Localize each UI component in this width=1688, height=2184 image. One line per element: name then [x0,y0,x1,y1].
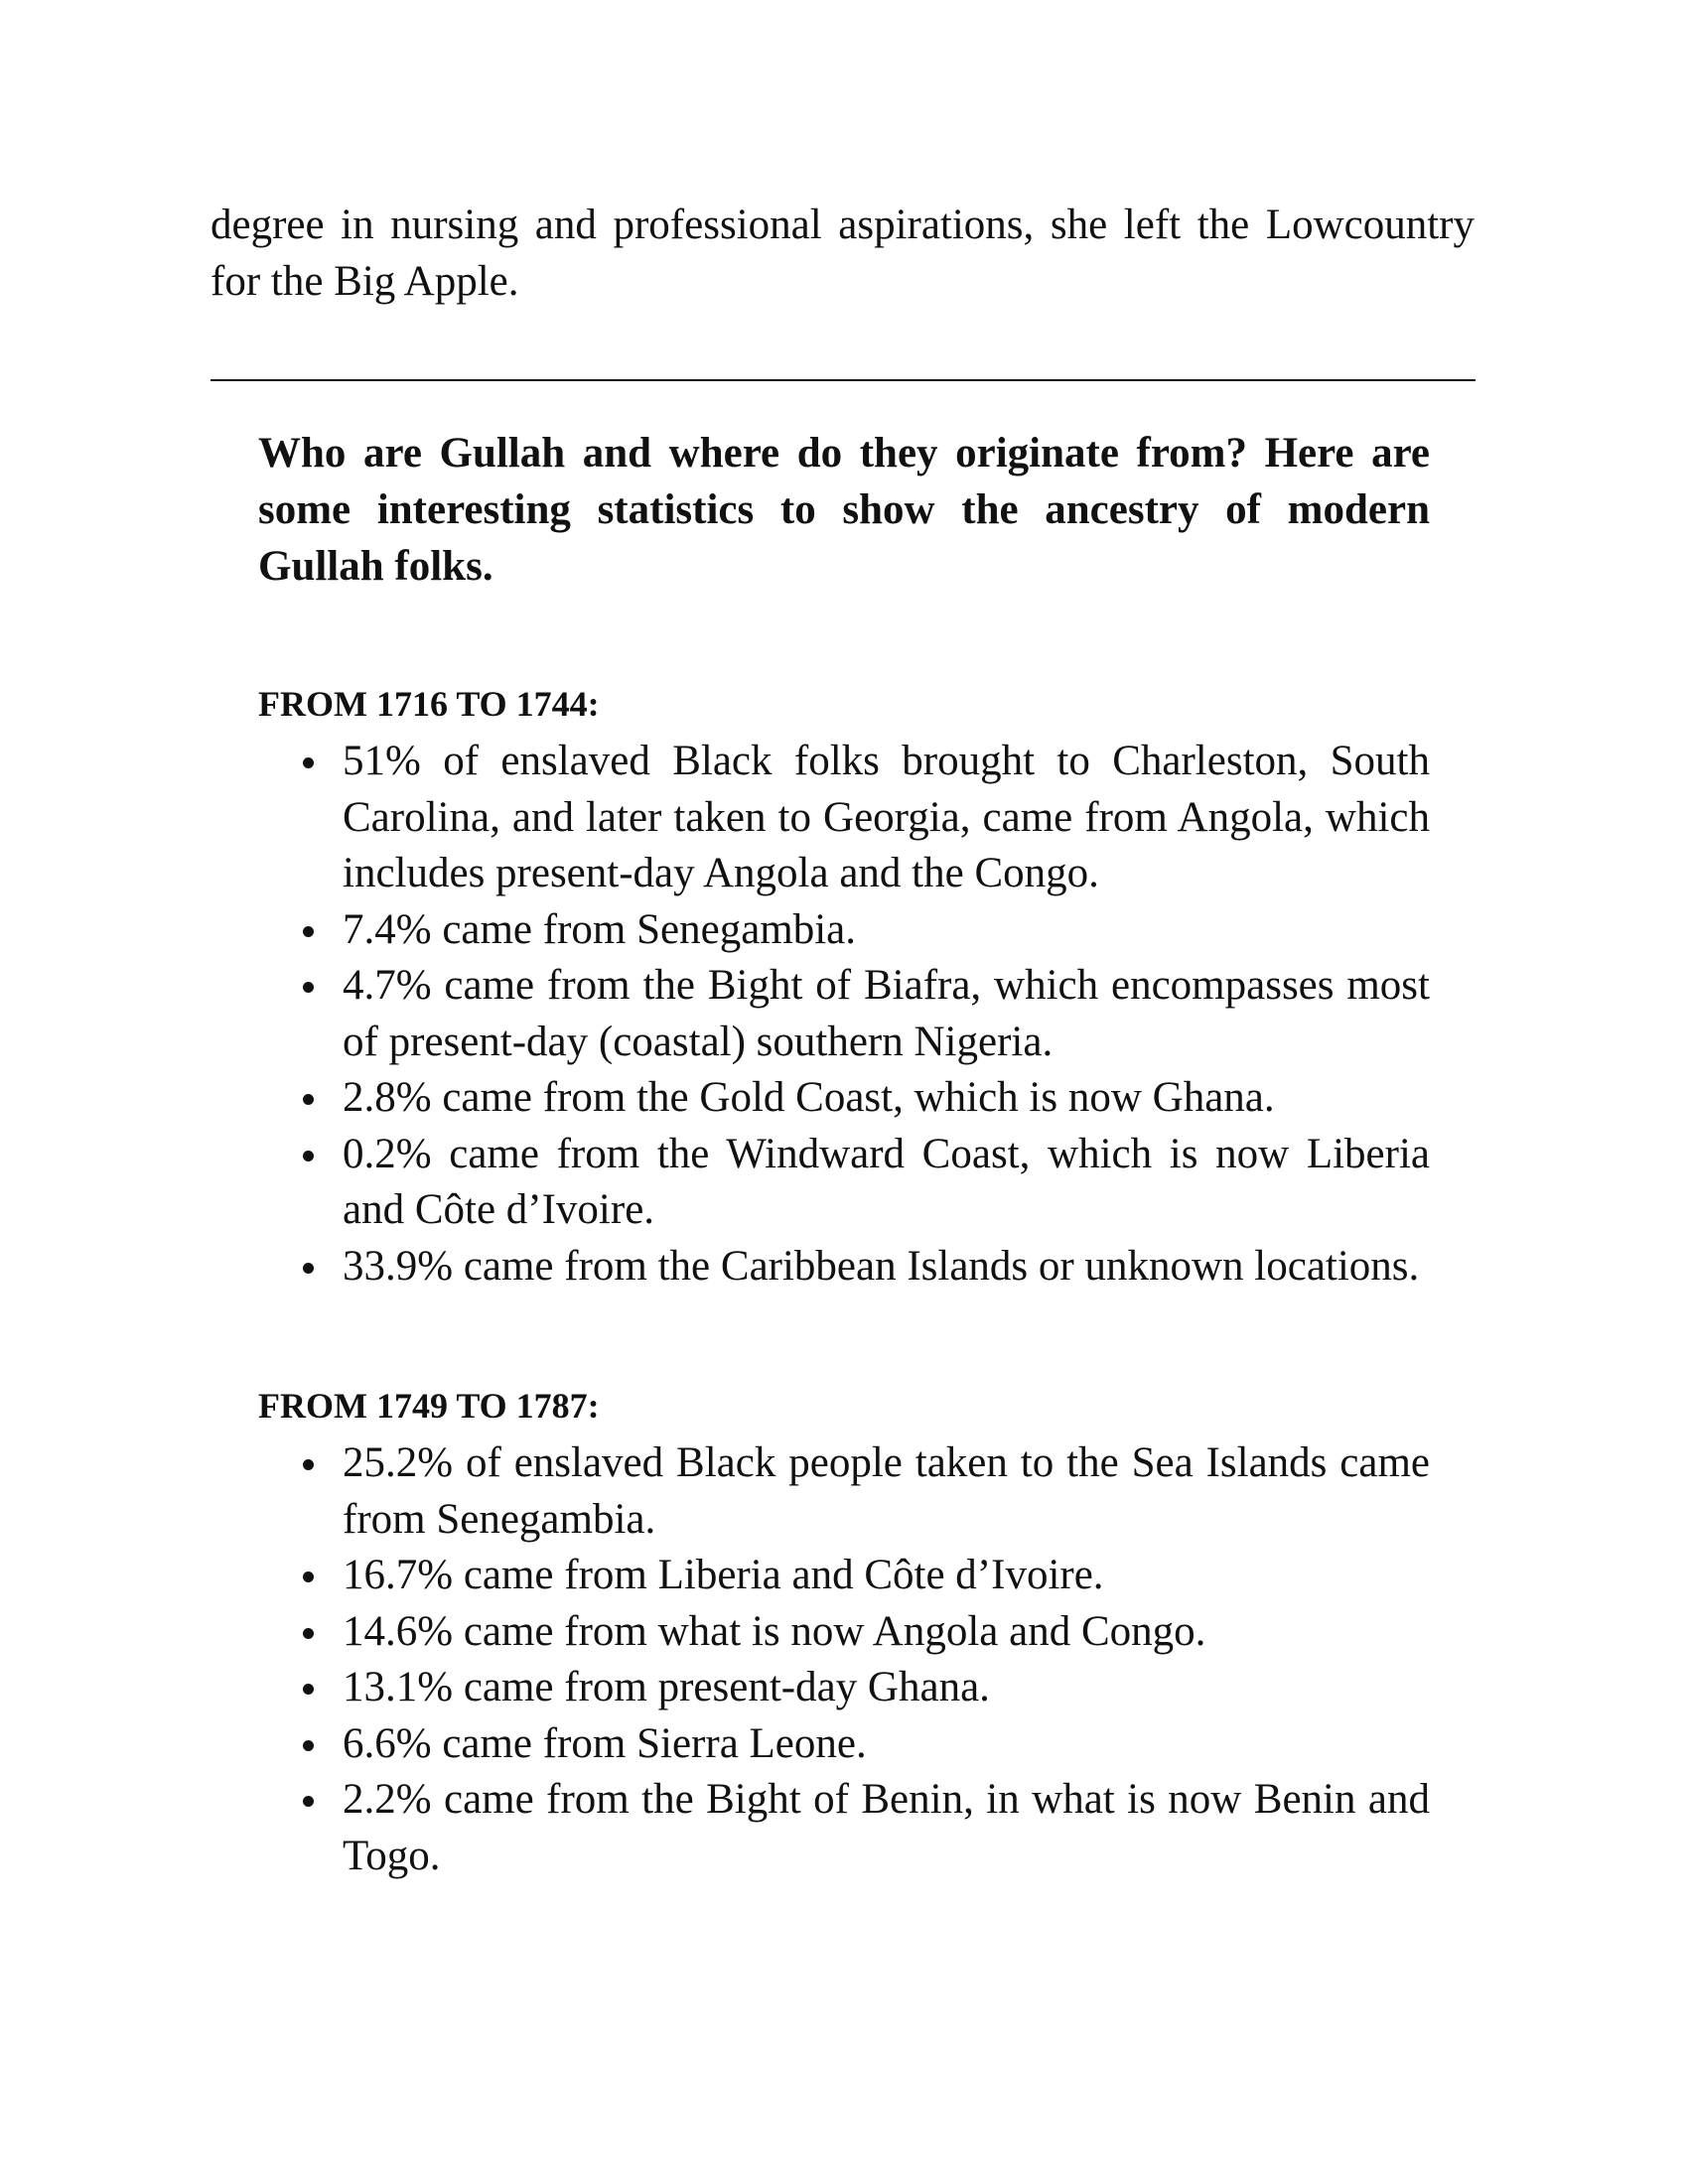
stats-list-1716-1744 [258,734,1430,1295]
list-item-text: 25.2% of enslaved Black people taken to the Sea Islands came from Senegambia. [343,1439,1430,1543]
list-item [258,958,1430,1070]
list-item-text: 51% of enslaved Black folks brought to Charleston, South Carolina, and later taken to Georgia, came from Angola, which includes present-day Angola and the Congo. [343,738,1430,896]
list-item [258,734,1430,902]
list-item [258,1239,1430,1296]
list-item-text: 16.7% came from Liberia and Côte d’Ivoire. [343,1552,1104,1598]
list-item-text: 7.4% came from Senegambia. [343,905,857,953]
bullet-icon [303,926,314,937]
bullet-icon [303,1628,314,1639]
bullet-icon [303,1740,314,1751]
section-heading-1749-1787: FROM 1749 TO 1787: [258,1386,600,1426]
list-item [258,902,1430,959]
list-item-text: 13.1% came from present-day Ghana. [343,1664,990,1710]
intro-paragraph: degree in nursing and professional aspirations, she left the Lowcountry for the Big Apple. [211,202,1475,305]
list-item-text: 33.9% came from the Caribbean Islands or unknown locations. [343,1242,1420,1290]
ancestry-callout [258,425,1430,1884]
list-item-text: 14.6% came from what is now Angola and Congo. [343,1607,1206,1655]
list-item [258,1127,1430,1239]
list-item [258,1716,1430,1773]
list-item [258,1660,1430,1716]
stats-list-1749-1787 [258,1435,1430,1884]
callout-lead: Who are Gullah and where do they originate from? Here are some interesting statistics to show the ancestry of modern Gullah folks. [258,430,1430,590]
list-item-text: 6.6% came from Sierra Leone. [343,1719,867,1767]
list-item [258,1435,1430,1548]
bullet-icon [303,1571,314,1582]
list-item [258,1548,1430,1604]
list-item-text: 2.2% came from the Bight of Benin, in what is now Benin and Togo. [343,1776,1430,1879]
bullet-icon [303,1263,314,1274]
bullet-icon [303,982,314,993]
section-divider [211,379,1476,381]
list-item [258,1070,1430,1127]
list-item-text: 0.2% came from the Windward Coast, which is now Liberia and Côte d’Ivoire. [343,1130,1430,1233]
bullet-icon [303,1684,314,1695]
bullet-icon [303,1796,314,1807]
list-item [258,1772,1430,1884]
list-item-text: 4.7% came from the Bight of Biafra, which encompasses most of present-day (coastal) southern Nigeria. [343,962,1430,1065]
section-heading-1716-1744: FROM 1716 TO 1744: [258,684,600,724]
list-item-text: 2.8% came from the Gold Coast, which is now Ghana. [343,1074,1275,1121]
bullet-icon [303,1459,314,1470]
bullet-icon [303,757,314,768]
bullet-icon [303,1151,314,1161]
bullet-icon [303,1094,314,1105]
list-item [258,1604,1430,1661]
